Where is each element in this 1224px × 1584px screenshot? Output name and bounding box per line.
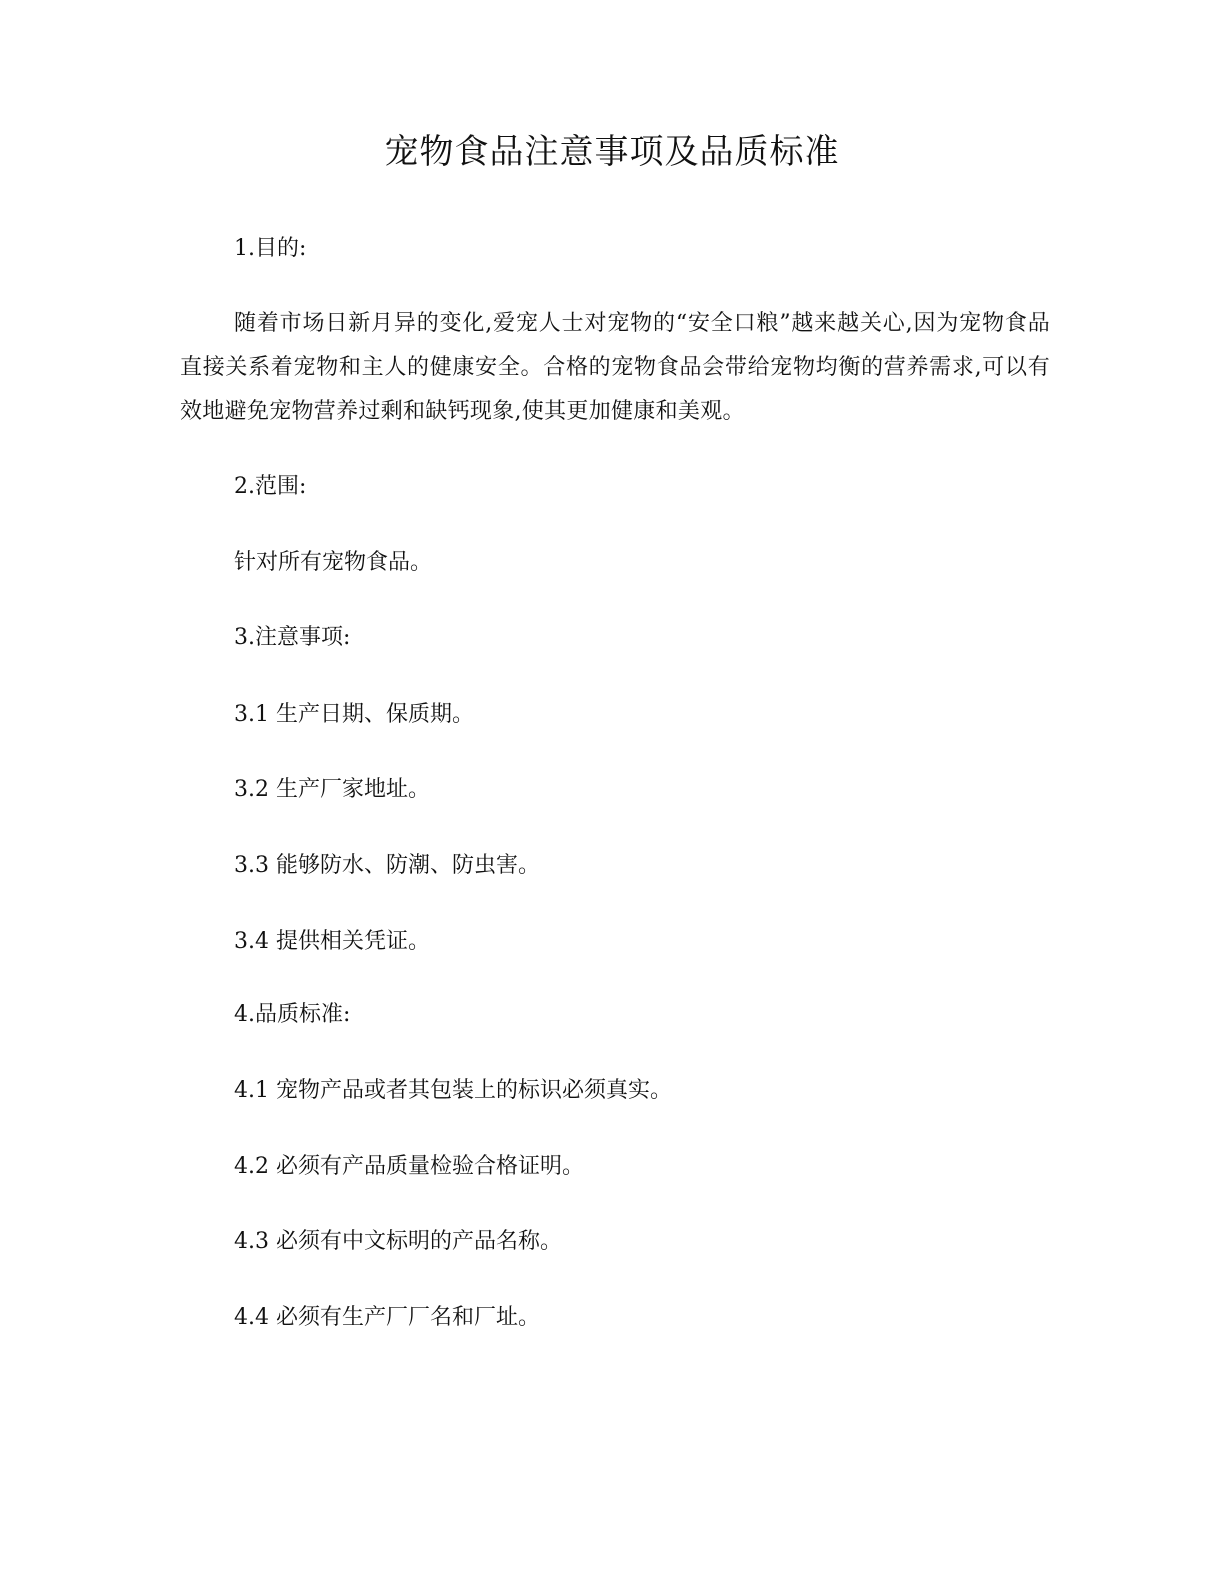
section-heading-quality: 4.品质标准: bbox=[234, 1002, 351, 1027]
list-item-notes-1: 3.1 生产日期、保质期。 bbox=[234, 702, 474, 727]
list-item-quality-4: 4.4 必须有生产厂厂名和厂址。 bbox=[234, 1305, 540, 1330]
section-heading-notes: 3.注意事项: bbox=[234, 625, 351, 650]
list-item-notes-2: 3.2 生产厂家地址。 bbox=[234, 777, 430, 802]
document-title: 宠物食品注意事项及品质标准 bbox=[384, 132, 840, 172]
list-item-quality-3: 4.3 必须有中文标明的产品名称。 bbox=[234, 1229, 562, 1254]
section-heading-scope: 2.范围: bbox=[234, 474, 307, 499]
list-item-notes-3: 3.3 能够防水、防潮、防虫害。 bbox=[234, 853, 540, 878]
section-paragraph-purpose: 随着市场日新月异的变化,爱宠人士对宠物的“安全口粮”越来越关心,因为宠物食品直接关系着宠物和主人的健康安全。合格的宠物食品会带给宠物均衡的营养需求,可以有效地避免宠物营养过剩和缺钙现象,使其更加健康和美观。 bbox=[180, 311, 1050, 424]
list-item-quality-1: 4.1 宠物产品或者其包装上的标识必须真实。 bbox=[234, 1078, 672, 1103]
list-item-quality-2: 4.2 必须有产品质量检验合格证明。 bbox=[234, 1154, 584, 1179]
section-paragraph-scope: 针对所有宠物食品。 bbox=[234, 550, 433, 575]
list-item-notes-4: 3.4 提供相关凭证。 bbox=[234, 929, 430, 954]
section-heading-purpose: 1.目的: bbox=[234, 236, 307, 261]
